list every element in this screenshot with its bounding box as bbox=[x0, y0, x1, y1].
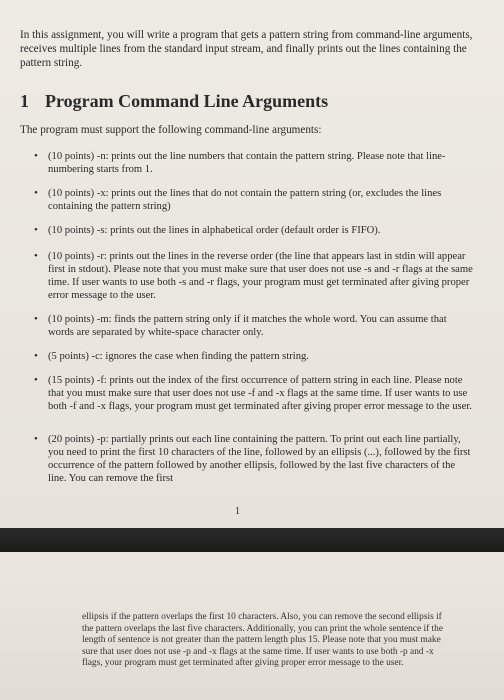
section-number: 1 bbox=[20, 91, 29, 111]
page-number: 1 bbox=[235, 506, 240, 517]
bullet-icon: • bbox=[34, 250, 38, 262]
list-item-text: (10 points) -s: prints out the lines in alphabetical order (default order is FIFO). bbox=[48, 225, 381, 236]
list-item bbox=[34, 187, 474, 213]
bullet-icon: • bbox=[34, 150, 38, 162]
section-heading bbox=[20, 90, 328, 112]
list-item-text: (15 points) -f: prints out the index of the first occurrence of pattern string in each line. Please note that you must make sure that user does not use -f and -x flags at the same time. If user wants to use both -f and -x flags, your program must get terminated after giving proper error message to the user. bbox=[48, 375, 472, 412]
section-title: Program Command Line Arguments bbox=[45, 91, 329, 111]
bullet-icon: • bbox=[34, 350, 38, 362]
list-item bbox=[34, 374, 474, 413]
list-item bbox=[34, 350, 474, 363]
list-item-text: (10 points) -n: prints out the line numbers that contain the pattern string. Please note that line-numbering starts from 1. bbox=[48, 151, 446, 175]
bullet-icon: • bbox=[34, 313, 38, 325]
page-divider bbox=[0, 528, 504, 552]
bullet-icon: • bbox=[34, 433, 38, 445]
bullet-icon: • bbox=[34, 374, 38, 386]
list-item bbox=[34, 250, 474, 302]
continuation-paragraph: ellipsis if the pattern overlaps the first 10 characters. Also, you can remove the second ellipsis if the pattern overlaps the last five characters. Additionally, you can print the whole sentence if the length of sentence is not greater than the pattern length plus 15. Please note that you must make sure that user does not use -p and -x flags at the same time. If user wants to use both -p and -x flags, your program must get terminated after giving proper error message to the user. bbox=[82, 612, 443, 669]
list-item-text: (20 points) -p: partially prints out each line containing the pattern. To print out each line partially, you need to print the first 10 characters of the line, followed by an ellipsis (...), followed by the first occurrence of the pattern followed by another ellipsis, followed by the last five characters of the line. You can remove the first bbox=[48, 434, 471, 484]
list-item-text: (10 points) -x: prints out the lines that do not contain the pattern string (or, excludes the lines containing the pattern string) bbox=[48, 188, 442, 212]
list-item bbox=[34, 224, 474, 237]
bullet-icon: • bbox=[34, 224, 38, 236]
list-item-text: (5 points) -c: ignores the case when finding the pattern string. bbox=[48, 351, 309, 362]
list-item-text: (10 points) -r: prints out the lines in the reverse order (the line that appears last in stdin will appear first in stdout). Please note that you must make sure that user does not use -s and -r flags at the same time. If user wants to use both -s and -r flags, your program must get terminated after giving proper error message to the user. bbox=[48, 251, 473, 301]
list-item-text: (10 points) -m: finds the pattern string only if it matches the whole word. You can assume that words are separated by white-space character only. bbox=[48, 314, 447, 338]
list-item bbox=[34, 150, 474, 176]
list-item bbox=[34, 433, 474, 485]
intro-paragraph: In this assignment, you will write a program that gets a pattern string from command-line arguments, receives multiple lines from the standard input stream, and finally prints out the lines containing the pattern string. bbox=[20, 29, 473, 69]
arguments-lead-text: The program must support the following command-line arguments: bbox=[20, 124, 322, 136]
bullet-icon: • bbox=[34, 187, 38, 199]
list-item bbox=[34, 313, 474, 339]
